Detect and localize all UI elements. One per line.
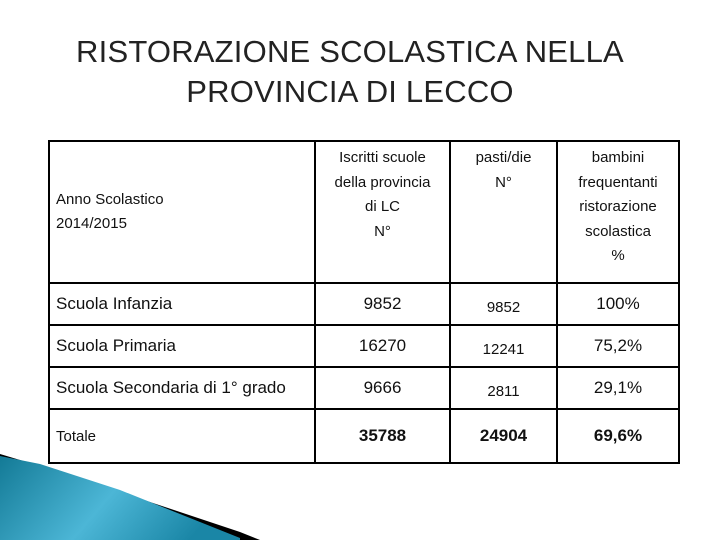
table-row xyxy=(49,367,679,409)
header-line: scolastica xyxy=(585,222,651,240)
header-line: 2014/2015 xyxy=(56,215,127,232)
cell-iscritti: 9852 xyxy=(315,283,450,325)
row-label: Scuola Secondaria di 1° grado xyxy=(49,367,315,409)
cell-percent: 100% xyxy=(557,283,679,325)
slide-title: RISTORAZIONE SCOLASTICA NELLA PROVINCIA DI LECCO xyxy=(76,34,624,109)
header-iscritti xyxy=(315,141,450,283)
header-line: frequentanti xyxy=(578,173,658,191)
cell-iscritti: 35788 xyxy=(315,409,450,463)
cell-iscritti: 16270 xyxy=(315,325,450,367)
row-label: Totale xyxy=(49,409,315,463)
header-anno xyxy=(49,141,315,283)
cell-percent: 29,1% xyxy=(557,367,679,409)
header-line: % xyxy=(611,247,625,264)
cell-percent: 75,2% xyxy=(557,325,679,367)
table-row xyxy=(49,283,679,325)
cell-pasti: 24904 xyxy=(450,409,557,463)
header-pasti xyxy=(450,141,557,283)
header-line: di LC xyxy=(364,198,401,215)
cell-iscritti: 9666 xyxy=(315,367,450,409)
corner-wave-decoration xyxy=(0,440,720,540)
row-label: Scuola Primaria xyxy=(49,325,315,367)
header-line: Iscritti scuole xyxy=(339,149,426,166)
table-row xyxy=(49,325,679,367)
header-line: N° xyxy=(374,222,391,240)
header-line: ristorazione xyxy=(579,198,657,215)
header-line: della provincia xyxy=(334,173,431,191)
header-percent xyxy=(557,141,679,283)
header-line: bambini xyxy=(591,149,645,166)
cell-percent: 69,6% xyxy=(557,409,679,463)
cell-pasti: 12241 xyxy=(450,325,557,367)
header-line: Anno Scolastico xyxy=(56,191,164,208)
cell-pasti: 2811 xyxy=(450,367,557,409)
data-table xyxy=(48,140,680,464)
row-label: Scuola Infanzia xyxy=(49,283,315,325)
cell-pasti: 9852 xyxy=(450,283,557,325)
table-header-row xyxy=(49,141,679,283)
header-line: pasti/die xyxy=(475,149,532,166)
blue-wedge xyxy=(0,456,240,540)
header-line: N° xyxy=(495,173,512,191)
